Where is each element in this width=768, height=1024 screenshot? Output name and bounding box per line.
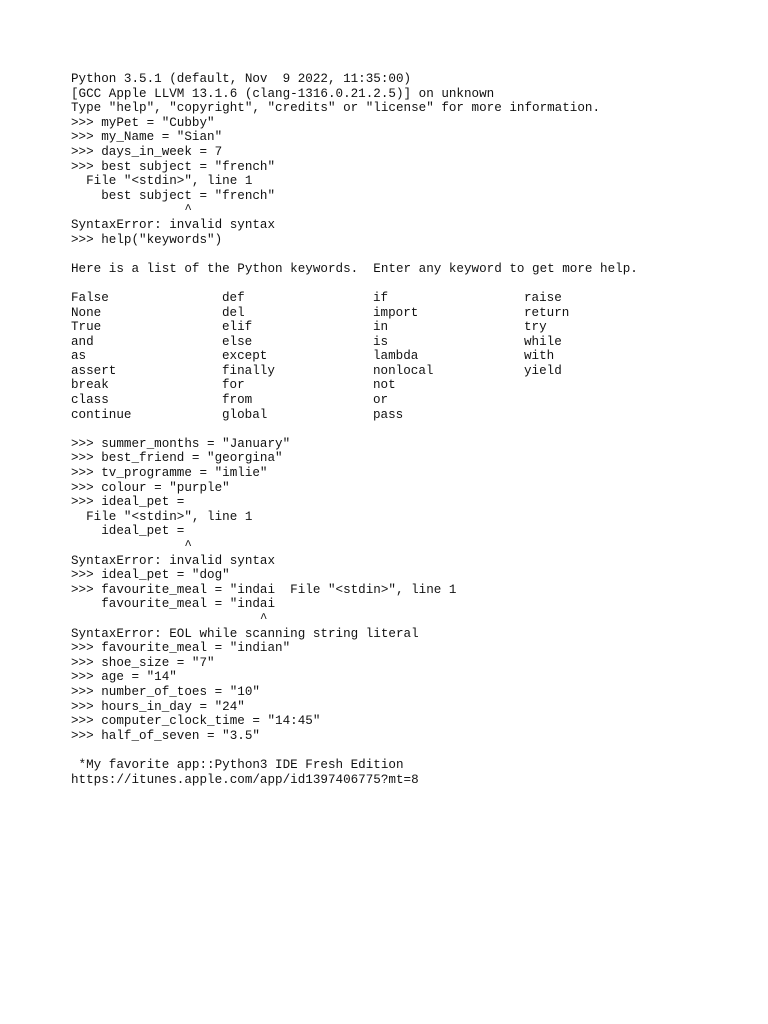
keyword-cell: True	[71, 320, 102, 335]
keyword-cell: import	[373, 305, 419, 320]
keyword-cell: in	[373, 320, 389, 335]
keyword-cell: elif	[222, 320, 253, 335]
keyword-cell: except	[222, 349, 268, 364]
keyword-cell: as	[71, 349, 87, 364]
keyword-cell: pass	[373, 407, 404, 422]
console-line: >>> half_of_seven = "3.5"	[71, 728, 260, 743]
keyword-cell: if	[373, 290, 389, 305]
keyword-cell: None	[71, 305, 102, 320]
keyword-cell: assert	[71, 363, 117, 378]
console-line: SyntaxError: invalid syntax	[71, 217, 276, 232]
keyword-cell: with	[524, 349, 555, 364]
console-line: ^	[71, 611, 268, 626]
console-line: >>> hours_in_day = "24"	[71, 699, 245, 714]
console-line: >>> age = "14"	[71, 670, 177, 685]
keyword-cell	[524, 378, 675, 393]
interpreter-banner	[71, 72, 751, 116]
console-line: >>> help("keywords")	[71, 232, 223, 247]
keyword-cell	[524, 393, 675, 408]
console-line: >>> my_Name = "Sian"	[71, 130, 223, 145]
keyword-cell: raise	[524, 290, 562, 305]
keyword-cell: lambda	[373, 349, 419, 364]
console-line: >>> ideal_pet = "dog"	[71, 568, 230, 583]
keyword-cell: not	[373, 378, 396, 393]
keyword-cell: try	[524, 320, 547, 335]
keyword-cell: return	[524, 305, 570, 320]
console-line: >>> colour = "purple"	[71, 480, 230, 495]
console-line: >>> shoe_size = "7"	[71, 655, 215, 670]
python-console-transcript	[71, 72, 751, 787]
footer	[71, 758, 751, 787]
favorite-app-note: *My favorite app::Python3 IDE Fresh Edition	[71, 757, 404, 772]
blank-line	[71, 247, 751, 262]
keyword-cell: is	[373, 334, 389, 349]
console-line: >>> favourite_meal = "indian"	[71, 641, 291, 656]
keyword-cell: else	[222, 334, 253, 349]
console-line: ideal_pet =	[71, 524, 185, 539]
keyword-cell: or	[373, 393, 389, 408]
keywords-table	[71, 291, 751, 422]
console-line: ^	[71, 203, 192, 218]
banner-line: [GCC Apple LLVM 13.1.6 (clang-1316.0.21.2.5)] on unknown	[71, 86, 495, 101]
keyword-cell: for	[222, 378, 245, 393]
keyword-cell: finally	[222, 363, 275, 378]
blank-line	[71, 422, 751, 437]
keyword-cell: continue	[71, 407, 132, 422]
keyword-cell: yield	[524, 363, 562, 378]
session-block-2	[71, 437, 751, 743]
banner-line: Python 3.5.1 (default, Nov 9 2022, 11:35:00)	[71, 72, 412, 86]
console-line: >>> number_of_toes = "10"	[71, 684, 260, 699]
keyword-cell	[524, 408, 675, 423]
console-line: >>> myPet = "Cubby"	[71, 115, 215, 130]
keyword-cell: class	[71, 393, 109, 408]
keyword-cell: nonlocal	[373, 363, 434, 378]
console-line: >>> computer_clock_time = "14:45"	[71, 714, 321, 729]
blank-line	[71, 276, 751, 291]
console-line: SyntaxError: EOL while scanning string literal	[71, 626, 419, 641]
keyword-cell: while	[524, 334, 562, 349]
console-line: >>> best_friend = "georgina"	[71, 451, 283, 466]
console-line: >>> days_in_week = 7	[71, 144, 223, 159]
console-line: ^	[71, 539, 192, 553]
keyword-cell: global	[222, 407, 268, 422]
console-line: File "<stdin>", line 1	[71, 509, 253, 524]
keyword-cell: from	[222, 393, 253, 408]
console-line: SyntaxError: invalid syntax	[71, 553, 276, 568]
keyword-cell: def	[222, 290, 245, 305]
session-block-1	[71, 116, 751, 247]
keyword-cell: False	[71, 290, 109, 305]
console-line: >>> best subject = "french"	[71, 159, 276, 174]
console-line: >>> favourite_meal = "indai File "<stdin>", line 1	[71, 582, 457, 597]
keyword-cell: del	[222, 305, 245, 320]
keyword-cell: and	[71, 334, 94, 349]
console-line: >>> ideal_pet =	[71, 495, 185, 510]
app-store-url: https://itunes.apple.com/app/id1397406775?mt=8	[71, 772, 419, 787]
console-line: favourite_meal = "indai	[71, 597, 276, 612]
console-line: File "<stdin>", line 1	[71, 174, 253, 189]
keyword-cell: break	[71, 378, 109, 393]
console-line: >>> tv_programme = "imlie"	[71, 466, 268, 481]
banner-line: Type "help", "copyright", "credits" or "license" for more information.	[71, 101, 601, 116]
blank-line	[71, 743, 751, 758]
help-intro-text: Here is a list of the Python keywords. Enter any keyword to get more help.	[71, 261, 638, 276]
console-line: >>> summer_months = "January"	[71, 436, 291, 451]
console-line: best subject = "french"	[71, 188, 276, 203]
